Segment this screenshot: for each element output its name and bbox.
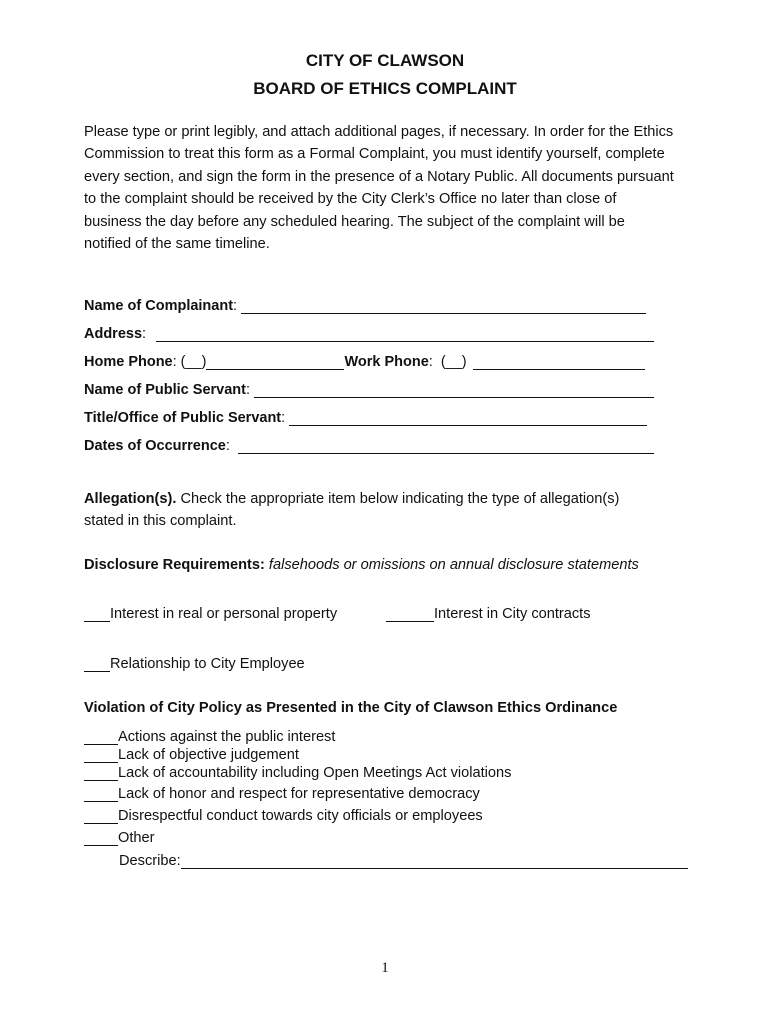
public-servant-label: Name of Public Servant (84, 382, 246, 398)
allegations-paragraph (84, 488, 624, 533)
checkbox-blank[interactable] (84, 809, 118, 824)
work-phone-label: Work Phone (344, 354, 429, 370)
describe-label: Describe: (119, 853, 181, 869)
home-phone-label: Home Phone (84, 354, 173, 370)
address-row: Address : (84, 326, 654, 342)
home-phone-area: (__) (180, 354, 207, 370)
allegations-text: Check the appropriate item below indicating the type of allegation(s) stated in this complaint. (84, 491, 620, 530)
describe-field[interactable] (181, 854, 688, 869)
allegations-heading: Allegation(s). (84, 491, 177, 507)
disclosure-line (84, 554, 724, 576)
disclosure-description: falsehoods or omissions on annual disclosure statements (268, 557, 639, 573)
title-office-field[interactable] (289, 411, 647, 426)
violation-item: Lack of accountability including Open Meetings Act violations (84, 765, 511, 781)
page-number: 1 (381, 960, 389, 976)
complainant-row: Name of Complainant : (84, 298, 646, 314)
checkbox-blank[interactable] (84, 607, 110, 622)
violation-heading: Violation of City Policy as Presented in the City of Clawson Ethics Ordinance (84, 700, 618, 716)
public-servant-row: Name of Public Servant : (84, 382, 654, 398)
disclosure-option-contracts: Interest in City contracts (386, 606, 591, 622)
violation-item: Lack of objective judgement (84, 747, 299, 763)
instructions-paragraph: Please type or print legibly, and attach additional pages, if necessary. In order for the Ethics Commission to treat this form as a Formal Complaint, you must identify yourself, complete every section, and sign the form in the presence of a Notary Public. All documents pursuant to the complaint should be received by the City Clerk’s Office no later than close of business the day before any scheduled hearing. The subject of the complaint will be notified of the same timeline. (84, 124, 674, 253)
home-phone-field[interactable] (206, 355, 344, 370)
form-title-board: BOARD OF ETHICS COMPLAINT (253, 79, 517, 98)
describe-row (119, 853, 688, 869)
violation-item: Actions against the public interest (84, 729, 335, 745)
title-office-row: Title/Office of Public Servant : (84, 410, 647, 426)
violation-item: Lack of honor and respect for representative democracy (84, 786, 480, 802)
disclosure-option-relationship: Relationship to City Employee (84, 656, 305, 672)
checkbox-blank[interactable] (84, 787, 118, 802)
checkbox-blank[interactable] (84, 657, 110, 672)
disclosure-option-property: Interest in real or personal property (84, 606, 337, 622)
violation-item: Disrespectful conduct towards city officials or employees (84, 808, 483, 824)
title-office-label: Title/Office of Public Servant (84, 410, 282, 426)
checkbox-blank[interactable] (386, 607, 434, 622)
public-servant-field[interactable] (254, 383, 654, 398)
dates-label: Dates of Occurrence (84, 438, 226, 454)
violation-item: Other (84, 830, 155, 846)
form-title-city: CITY OF CLAWSON (305, 51, 465, 70)
complainant-label: Name of Complainant (84, 298, 234, 314)
work-phone-field[interactable] (473, 355, 645, 370)
work-phone-area: (__) (440, 354, 467, 370)
dates-row: Dates of Occurrence : (84, 438, 654, 454)
complainant-field[interactable] (241, 299, 646, 314)
checkbox-blank[interactable] (84, 766, 118, 781)
checkbox-blank[interactable] (84, 831, 118, 846)
dates-field[interactable] (238, 439, 654, 454)
checkbox-blank[interactable] (84, 730, 118, 745)
disclosure-heading: Disclosure Requirements: (84, 557, 265, 573)
address-field[interactable] (156, 327, 654, 342)
address-label: Address (84, 326, 143, 342)
phone-row: Home Phone : (__) Work Phone : (__) (84, 354, 645, 370)
checkbox-blank[interactable] (84, 748, 118, 763)
